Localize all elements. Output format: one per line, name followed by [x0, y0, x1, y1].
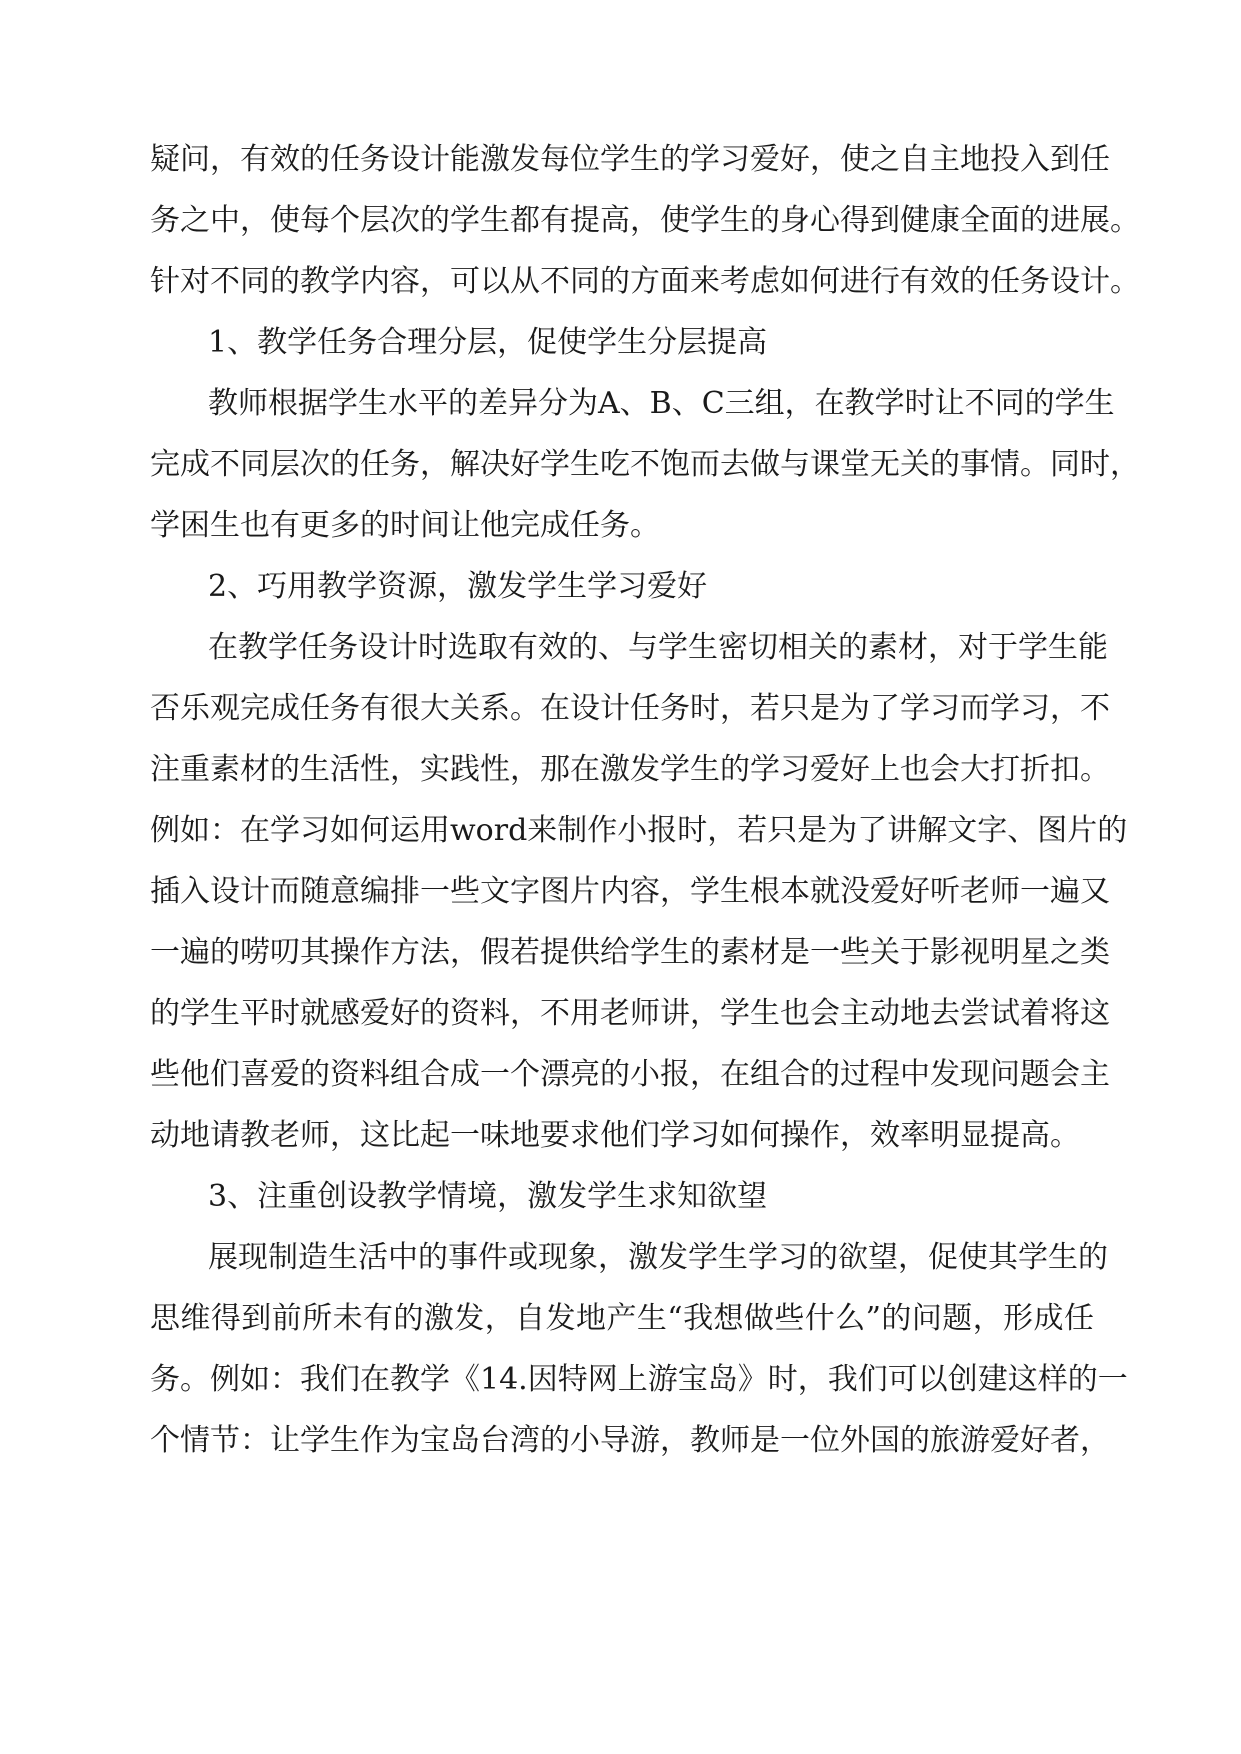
- paragraph-1-line-3: 针对不同的教学内容，可以从不同的方面来考虑如何进行有效的任务设计。: [150, 264, 1140, 299]
- paragraph-3-line-5: 插入设计而随意编排一些文字图片内容，学生根本就没爱好听老师一遍又: [150, 874, 1110, 909]
- paragraph-3-line-4: 例如：在学习如何运用word来制作小报时，若只是为了讲解文字、图片的: [150, 813, 1128, 848]
- paragraph-3-line-6: 一遍的唠叨其操作方法，假若提供给学生的素材是一些关于影视明星之类: [150, 935, 1110, 970]
- paragraph-4-line-3: 务。例如：我们在教学《14.因特网上游宝岛》时，我们可以创建这样的一: [150, 1362, 1128, 1397]
- paragraph-3-line-3: 注重素材的生活性，实践性，那在激发学生的学习爱好上也会大打折扣。: [150, 752, 1110, 787]
- paragraph-1-line-1: 疑问，有效的任务设计能激发每位学生的学习爱好，使之自主地投入到任: [150, 142, 1110, 177]
- section-heading-3: 3、注重创设教学情境，激发学生求知欲望: [208, 1179, 768, 1214]
- paragraph-2-line-1: 教师根据学生水平的差异分为A、B、C三组，在教学时让不同的学生: [208, 386, 1115, 421]
- paragraph-3-line-1: 在教学任务设计时选取有效的、与学生密切相关的素材，对于学生能: [208, 630, 1108, 665]
- paragraph-3-line-7: 的学生平时就感爱好的资料，不用老师讲，学生也会主动地去尝试着将这: [150, 996, 1110, 1031]
- section-heading-1: 1、教学任务合理分层，促使学生分层提高: [208, 325, 768, 360]
- paragraph-4-line-4: 个情节：让学生作为宝岛台湾的小导游，教师是一位外国的旅游爱好者，: [150, 1423, 1110, 1458]
- paragraph-4-line-2: 思维得到前所未有的激发，自发地产生“我想做些什么”的问题，形成任: [150, 1301, 1094, 1336]
- paragraph-2-line-2: 完成不同层次的任务，解决好学生吃不饱而去做与课堂无关的事情。同时，: [150, 447, 1140, 482]
- section-heading-2: 2、巧用教学资源，激发学生学习爱好: [208, 569, 708, 604]
- paragraph-3-line-9: 动地请教老师，这比起一味地要求他们学习如何操作，效率明显提高。: [150, 1118, 1080, 1153]
- paragraph-4-line-1: 展现制造生活中的事件或现象，激发学生学习的欲望，促使其学生的: [208, 1240, 1108, 1275]
- paragraph-3-line-8: 些他们喜爱的资料组合成一个漂亮的小报，在组合的过程中发现问题会主: [150, 1057, 1110, 1092]
- paragraph-1-line-2: 务之中，使每个层次的学生都有提高，使学生的身心得到健康全面的进展。: [150, 203, 1140, 238]
- paragraph-3-line-2: 否乐观完成任务有很大关系。在设计任务时，若只是为了学习而学习，不: [150, 691, 1110, 726]
- paragraph-2-line-3: 学困生也有更多的时间让他完成任务。: [150, 508, 660, 543]
